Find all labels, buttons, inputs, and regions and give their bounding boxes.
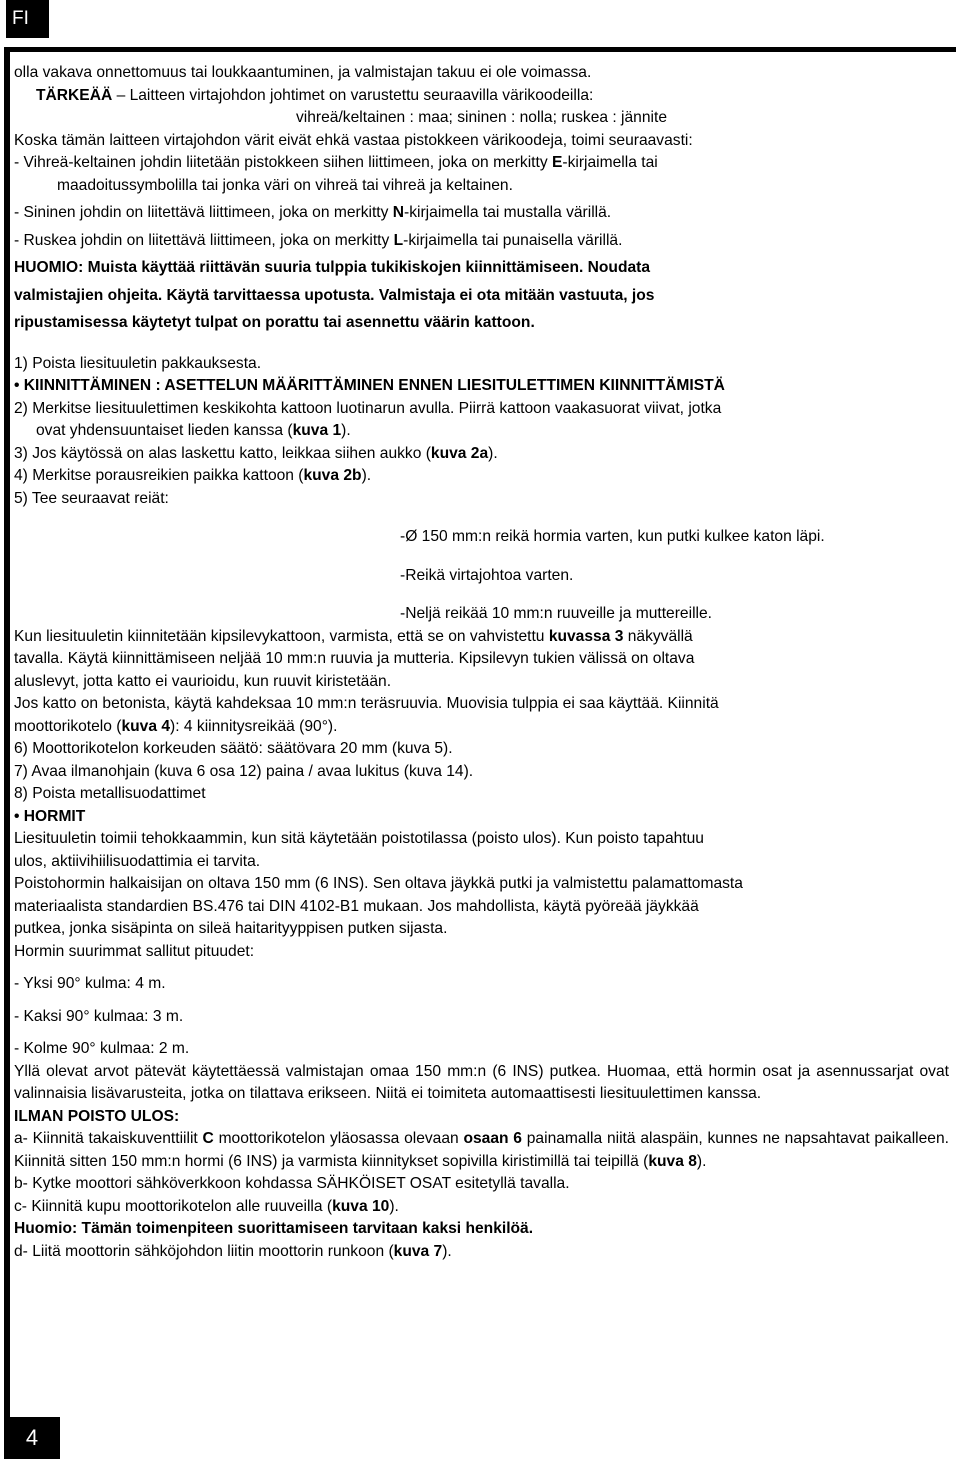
length-item: - Kaksi 90° kulmaa: 3 m. <box>14 1007 184 1025</box>
section-heading: • HORMIT <box>14 807 86 825</box>
text-line: c- Kiinnitä kupu moottorikotelon alle ruuveilla (kuva 10). <box>14 1197 399 1215</box>
page-frame-top-rule <box>6 47 956 52</box>
text-line: 3) Jos käytössä on alas laskettu katto, leikkaa siihen aukko (kuva 2a). <box>14 444 498 462</box>
text-line: moottorikotelo (kuva 4): 4 kiinnitysreikää (90°). <box>14 717 338 735</box>
text-line: 7) Avaa ilmanohjain (kuva 6 osa 12) paina / avaa lukitus (kuva 14). <box>14 762 474 780</box>
text-line: aluslevyt, jotta katto ei vaurioidu, kun ruuvit kiristetään. <box>14 672 392 690</box>
text-line: ulos, aktiivihiilisuodattimia ei tarvita. <box>14 852 261 870</box>
text-line: - Vihreä-keltainen johdin liitetään pistokkeen siihen liittimeen, joka on merkitty E-kirjaimella tai <box>14 154 658 171</box>
text-paragraph: Yllä olevat arvot pätevät käytettäessä valmistajan omaa 150 mm:n (6 INS) putkea. Huomaa, että hormin osat ja asennussarjat ovat valinnaisia lisävarusteita, jotka on tilattava erikseen. Niitä ei toimiteta automaattisesti liesituulettimen kanssa. <box>14 1062 949 1102</box>
text-line: valmistajien ohjeita. Käytä tarvittaessa upotusta. Valmistaja ei ota mitään vastuuta, jos <box>14 286 655 304</box>
length-item: - Yksi 90° kulma: 4 m. <box>14 975 166 992</box>
document-body <box>14 62 949 1263</box>
text-line: ovat yhdensuuntaiset lieden kanssa (kuva 1). <box>36 422 351 439</box>
text-line: Hormin suurimmat sallitut pituudet: <box>14 942 255 960</box>
hole-item: -Reikä virtajohtoa varten. <box>400 566 574 584</box>
text-line: Jos katto on betonista, käytä kahdeksaa 10 mm:n teräsruuvia. Muovisia tulppia ei saa käyttää. Kiinnitä <box>14 695 719 712</box>
text-paragraph: a- Kiinnitä takaiskuventtiilit C moottorikotelon yläosassa olevaan osaan 6 painamalla niitä alaspäin, kunnes ne napsahtavat paikalleen. Kiinnitä sitten 150 mm:n hormi (6 INS) ja varmista kiinnitykset sopivilla kiristimillä tai teipillä (kuva 8). <box>14 1130 949 1170</box>
text-line: Kun liesituuletin kiinnitetään kipsilevykattoon, varmista, että se on vahvistettu kuvassa 3 näkyvällä <box>14 627 693 645</box>
text-line: Koska tämän laitteen virtajohdon värit eivät ehkä vastaa pistokkeen värikoodeja, toimi seuraavasti: <box>14 131 693 149</box>
text-line: TÄRKEÄÄ – Laitteen virtajohdon johtimet on varustettu seuraavilla värikoodeilla: <box>36 86 594 104</box>
page-number: 4 <box>4 1417 60 1459</box>
text-line: 1) Poista liesituuletin pakkauksesta. <box>14 354 262 372</box>
text-line: - Ruskea johdin on liitettävä liittimeen, joka on merkitty L-kirjaimella tai punaisella värillä. <box>14 231 623 249</box>
text-line: maadoitussymbolilla tai jonka väri on vihreä tai vihreä ja keltainen. <box>57 176 513 194</box>
text-line: 8) Poista metallisuodattimet <box>14 785 206 802</box>
text-line: Poistohormin halkaisijan on oltava 150 mm (6 INS). Sen oltava jäykkä putki ja valmistettu palamattomasta <box>14 875 743 892</box>
text-line: b- Kytke moottori sähköverkkoon kohdassa SÄHKÖISET OSAT esitetyllä tavalla. <box>14 1175 570 1192</box>
text-line: putkea, jonka sisäpinta on sileä haitarityyppisen putken sijasta. <box>14 920 448 937</box>
hole-item: -Neljä reikää 10 mm:n ruuveille ja muttereille. <box>400 605 712 622</box>
hole-item: -Ø 150 mm:n reikä hormia varten, kun putki kulkee katon läpi. <box>400 528 825 545</box>
text-line: HUOMIO: Muista käyttää riittävän suuria tulppia tukikiskojen kiinnittämiseen. Noudata <box>14 259 651 276</box>
text-line: d- Liitä moottorin sähköjohdon liitin moottorin runkoon (kuva 7). <box>14 1242 452 1260</box>
text-line: Liesituuletin toimii tehokkaammin, kun sitä käytetään poistotilassa (poisto ulos). Kun poisto tapahtuu <box>14 830 704 847</box>
note-line: Huomio: Tämän toimenpiteen suorittamiseen tarvitaan kaksi henkilöä. <box>14 1220 534 1237</box>
text-line: olla vakava onnettomuus tai loukkaantuminen, ja valmistajan takuu ei ole voimassa. <box>14 64 592 81</box>
text-line: tavalla. Käytä kiinnittämiseen neljää 10 mm:n ruuvia ja mutteria. Kipsilevyn tukien välissä on oltava <box>14 650 695 667</box>
section-heading: • KIINNITTÄMINEN : ASETTELUN MÄÄRITTÄMINEN ENNEN LIESITULETTIMEN KIINNITTÄMISTÄ <box>14 377 725 394</box>
language-tab: FI <box>6 0 49 38</box>
length-item: - Kolme 90° kulmaa: 2 m. <box>14 1040 190 1057</box>
section-heading: ILMAN POISTO ULOS: <box>14 1107 180 1125</box>
text-line: ripustamisessa käytetyt tulpat on porattu tai asennettu väärin kattoon. <box>14 314 535 331</box>
text-line: - Sininen johdin on liitettävä liittimeen, joka on merkitty N-kirjaimella tai mustalla värillä. <box>14 204 612 221</box>
text-line: vihreä/keltainen : maa; sininen : nolla; ruskea : jännite <box>296 109 667 126</box>
page-frame-left-rule <box>4 47 10 1417</box>
text-line: materiaalista standardien BS.476 tai DIN 4102-B1 mukaan. Jos mahdollista, käytä pyöreää jäykkää <box>14 897 699 915</box>
text-line: 6) Moottorikotelon korkeuden säätö: säätövara 20 mm (kuva 5). <box>14 740 453 757</box>
text-line: 2) Merkitse liesituulettimen keskikohta kattoon luotinarun avulla. Piirrä kattoon vaakasuorat viivat, jotka <box>14 399 722 417</box>
text-line: 4) Merkitse porausreikien paikka kattoon (kuva 2b). <box>14 467 372 484</box>
text-line: 5) Tee seuraavat reiät: <box>14 489 169 507</box>
